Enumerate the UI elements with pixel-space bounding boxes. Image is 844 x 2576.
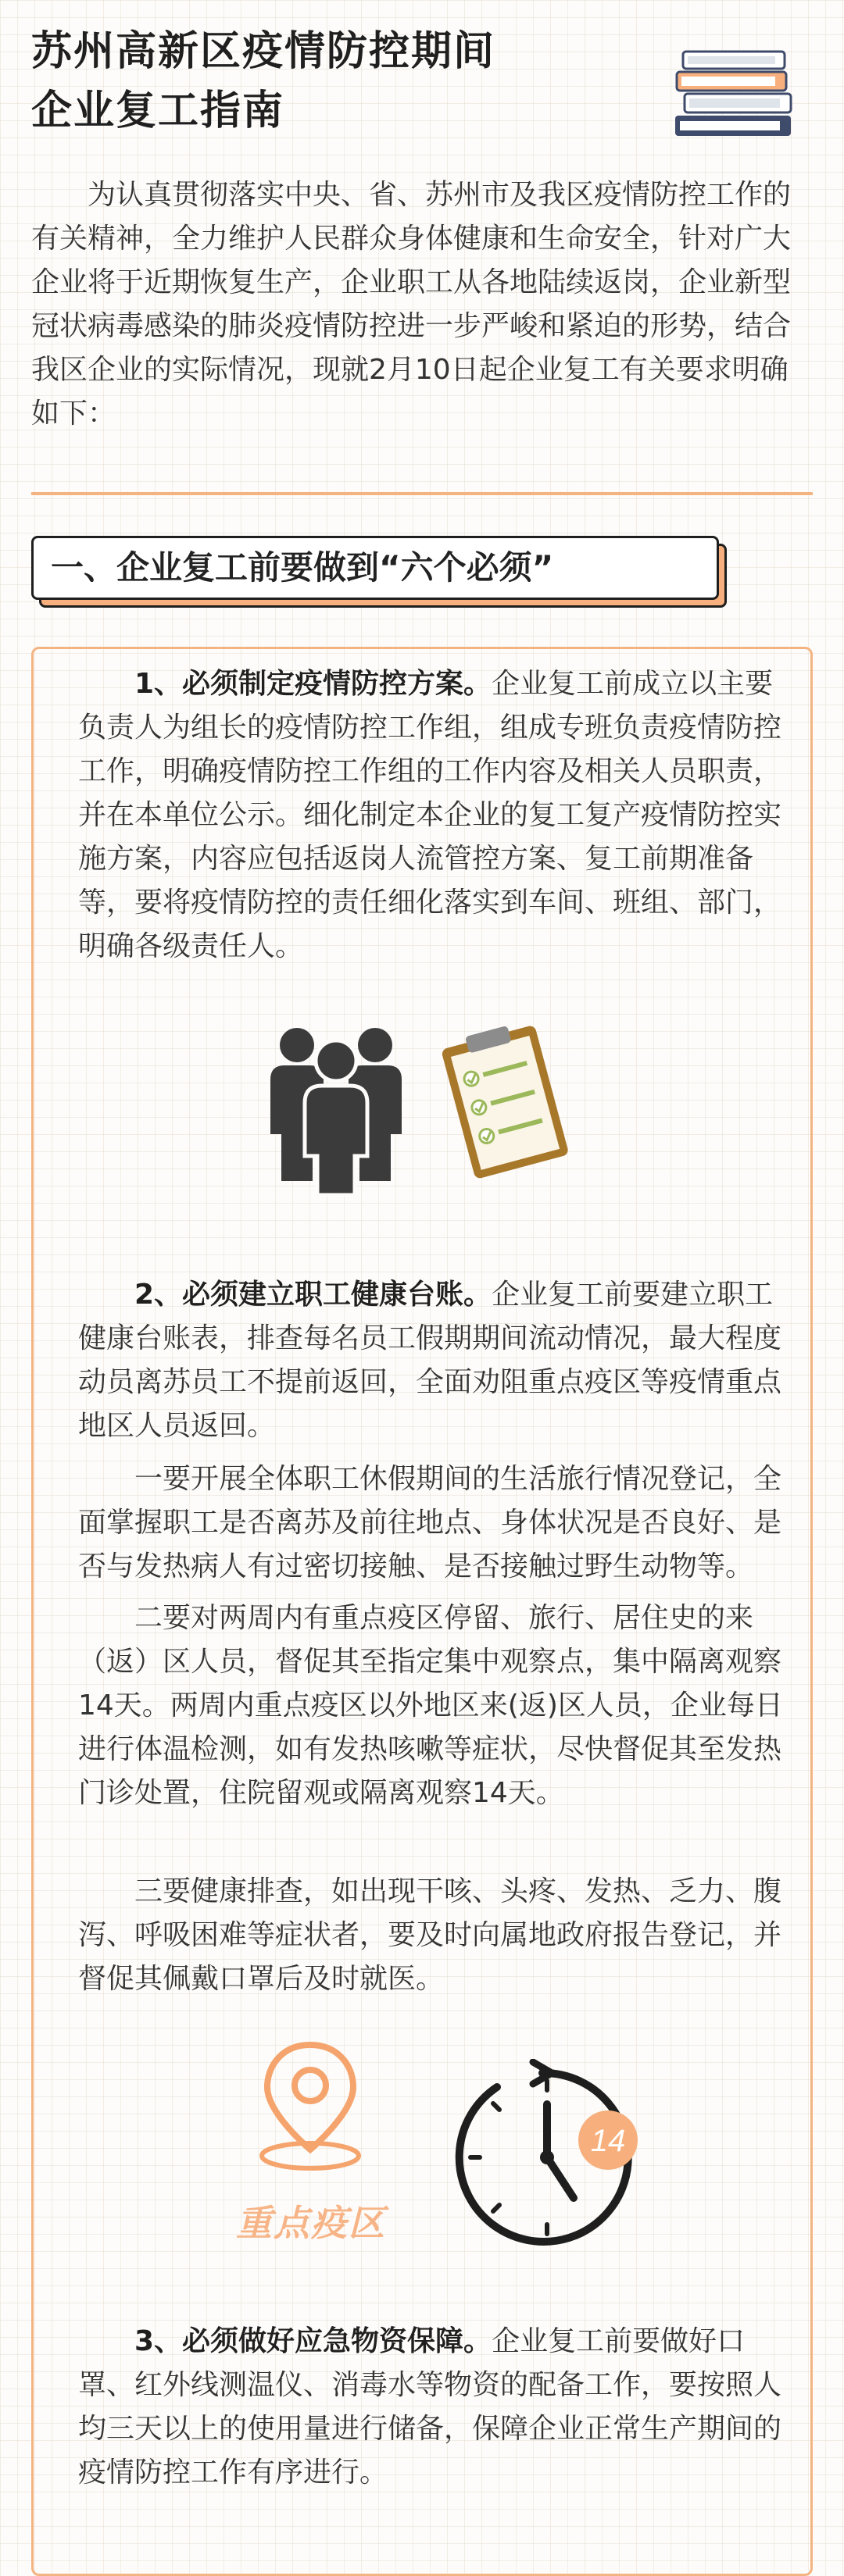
item-2-paragraph [78, 1273, 797, 1448]
item-3-paragraph [78, 2320, 797, 2495]
location-pin-icon [252, 2039, 369, 2179]
item-3-text: 企业复工前要做好口罩、红外线测温仪、消毒水等物资的配备工作，要按照人均三天以上的使用量进行储备，保障企业正常生产期间的疫情防控工作有序进行。 [78, 2325, 782, 2489]
clock-number: 14 [590, 2124, 626, 2158]
item-2-para-3: 三要健康排查，如出现干咳、头疼、发热、乏力、腹泻、呼吸困难等症状者，要及时向属地政府报告登记，并督促其佩戴口罩后及时就医。 [78, 1875, 782, 1995]
section-heading-box [31, 536, 719, 608]
item-1-lead: 1、必须制定疫情防控方案。 [134, 668, 492, 700]
item-2-lead: 2、必须建立职工健康台账。 [134, 1279, 492, 1311]
books-icon [672, 47, 797, 141]
key-epidemic-area-label: 重点疫区 [236, 2202, 386, 2244]
item-3-lead: 3、必须做好应急物资保障。 [134, 2325, 492, 2357]
title-line-2: 企业复工指南 [31, 87, 285, 134]
item-1-text: 企业复工前成立以主要负责人为组长的疫情防控工作组，组成专班负责疫情防控工作，明确疫情防控工作组的工作内容及相关人员职责，并在本单位公示。细化制定本企业的复工复产疫情防控实施方案，内容应包括返岗人流管控方案、复工前期准备等，要将疫情防控的责任细化落实到车间、班组、部门，明确各级责任人。 [78, 668, 782, 962]
clock-icon [449, 2059, 649, 2259]
title-line-1: 苏州高新区疫情防控期间 [31, 28, 496, 75]
page-title [31, 22, 495, 141]
people-group-icon [266, 1025, 406, 1197]
intro-paragraph: 为认真贯彻落实中央、省、苏州市及我区疫情防控工作的有关精神，全力维护人民群众身体健康和生命安全，针对广大企业将于近期恢复生产，企业职工从各地陆续返岗，企业新型冠状病毒感染的肺炎疫情防控进一步严峻和紧迫的形势，结合我区企业的实际情况，现就2月10日起企业复工有关要求明确如下： [31, 179, 792, 430]
section-heading: 一、企业复工前要做到“六个必须” [31, 536, 719, 600]
divider [31, 492, 813, 495]
clipboard-checklist-icon [435, 1019, 575, 1183]
item-1-paragraph [78, 662, 797, 969]
item-2-text: 企业复工前要建立职工健康台账表，排查每名员工假期期间流动情况，最大程度动员离苏员工不提前返回，全面劝阻重点疫区等疫情重点地区人员返回。 [78, 1279, 782, 1442]
item-2-para-1: 一要开展全体职工休假期间的生活旅行情况登记，全面掌握职工是否离苏及前往地点、身体状况是否良好、是否与发热病人有过密切接触、是否接触过野生动物等。 [78, 1463, 782, 1582]
item-2-para-2: 二要对两周内有重点疫区停留、旅行、居住史的来（返）区人员，督促其至指定集中观察点，集中隔离观察14天。两周内重点疫区以外地区来(返)区人员，企业每日进行体温检测，如有发热咳嗽等症状，尽快督促其至发热门诊处置，住院留观或隔离观察14天。 [78, 1602, 783, 1809]
